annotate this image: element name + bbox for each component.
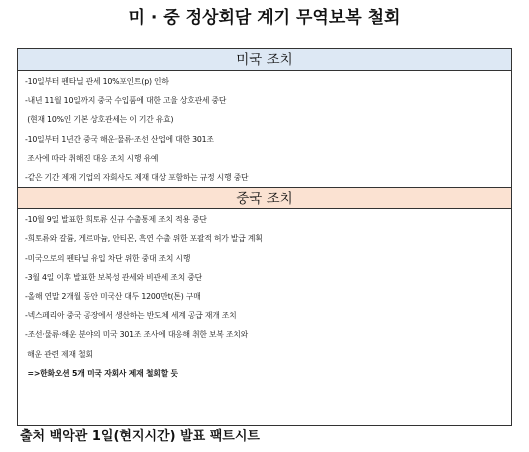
us-measure-line: (현재 10%인 기본 상호관세는 이 기간 유효) — [25, 115, 174, 125]
us-measure-line: -같은 기간 제재 기업의 자회사도 제재 대상 포함하는 규정 시행 중단 — [25, 173, 249, 183]
us-measure-line: -10일부터 1년간 중국 해운·물류·조선 산업에 대한 301조 — [25, 134, 214, 144]
cn-measures-list — [18, 209, 511, 383]
cn-measure-line: -조선·물류·해운 분야의 미국 301조 조사에 대응해 취한 보복 조치와 — [25, 330, 248, 340]
cn-measure-line: -10월 9일 발표한 희토류 신규 수출통제 조치 적용 중단 — [25, 215, 207, 225]
cn-measure-line: -올해 연말 2개월 동안 미국산 대두 1200만t(톤) 구매 — [25, 292, 201, 302]
us-measure-line: -내년 11월 10일까지 중국 수입품에 대한 고율 상호관세 중단 — [25, 96, 227, 106]
cn-section-header: 중국 조치 — [18, 187, 511, 209]
cn-measure-line: -희토류와 갈륨, 게르마늄, 안티몬, 흑연 수출 위한 포괄적 허가 발급 계획 — [25, 234, 263, 244]
cn-measure-line: -3월 4일 이후 발표한 보복성 관세와 비관세 조치 중단 — [25, 272, 202, 282]
cn-measure-line: -미국으로의 펜타닐 유입 차단 위한 중대 조치 시행 — [25, 253, 191, 263]
cn-measure-line: -넥스페리아 중국 공장에서 생산하는 반도체 세계 공급 재개 조치 — [25, 311, 237, 321]
us-measure-line: -10일부터 펜타닐 관세 10%포인트(p) 인하 — [25, 77, 169, 86]
us-section-header: 미국 조치 — [18, 49, 511, 71]
us-measure-line: 조사에 따라 취해진 대응 조치 시행 유예 — [25, 153, 159, 163]
measures-table — [17, 48, 512, 426]
source-note: 출처 백악관 1일(현지시간) 발표 팩트시트 — [20, 429, 260, 444]
hanwha-highlight-line: =>한화오션 5개 미국 자회사 제재 철회할 듯 — [25, 368, 178, 378]
page-title: 미 · 중 정상회담 계기 무역보복 철회 — [128, 8, 401, 28]
us-measures-list — [18, 71, 511, 187]
cn-measure-line: 해운 관련 제재 철회 — [25, 349, 93, 359]
